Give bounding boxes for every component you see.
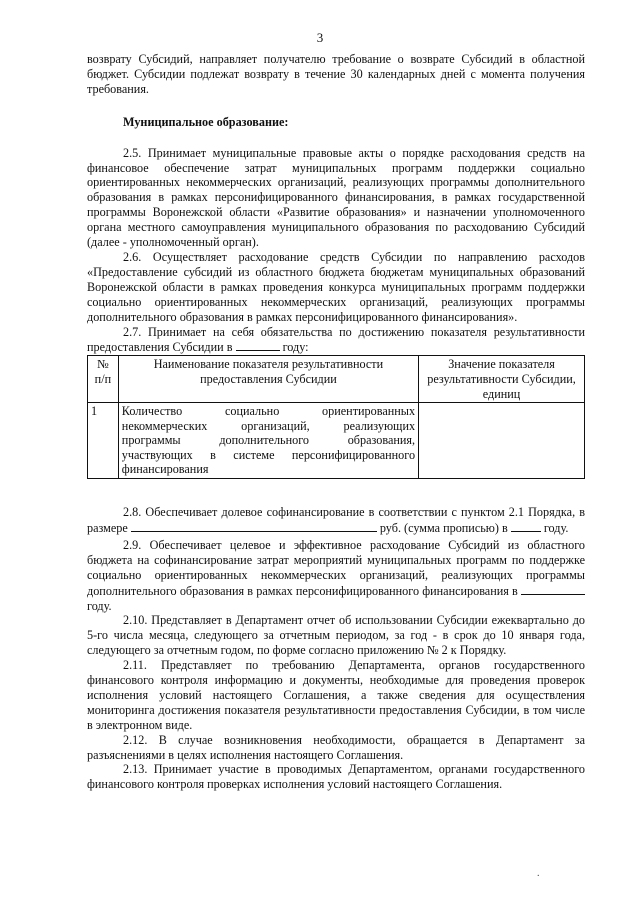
year-blank — [511, 520, 541, 532]
table-row — [88, 403, 585, 479]
header-indicator-name: Наименование показателя результативности предоставления Субсидии — [118, 356, 418, 403]
year-blank — [521, 583, 585, 595]
amount-blank — [131, 520, 377, 532]
row-number: 1 — [88, 403, 119, 479]
paragraph-2-6: 2.6. Осуществляет расходование средств Субсидии по направлению расходов «Предоставление субсидий из областного бюджета бюджетам муниципальных образований Воронежской области в рамках проведения конкурса муниципальных программ поддержки социально ориентированных некоммерческих организаций, реализующих программы дополнительного образования в рамках персонифицированного финансирования». — [87, 249, 585, 324]
paragraph-2-8-text-a: 2.8. Обеспечивает долевое софинансирование в соответствии с пунктом 2.1 Порядка, в размере — [87, 505, 585, 535]
header-number: № п/п — [88, 356, 119, 403]
row-indicator-value — [419, 403, 585, 479]
row-indicator-name: Количество социально ориентированных некоммерческих организаций, реализующих программы дополнительного образования, участвующих в системе персонифицированного финансирования — [118, 403, 418, 479]
paragraph-2-8 — [87, 505, 585, 536]
paragraph-2-8-text-c: году. — [543, 520, 569, 535]
section-heading: Муниципальное образование: — [123, 114, 289, 129]
scan-mark: . — [537, 868, 540, 879]
paragraph-2-8-text-b: руб. (сумма прописью) в — [379, 520, 508, 535]
paragraph-2-11: 2.11. Представляет по требованию Департамента, органов государственного финансового контроля информацию и документы, необходимые для проведения проверок исполнения условий настоящего Соглашения, а также сведения для осуществления мониторинга достижения показателя результативности предоставления Субсидии, в том числе в электронном виде. — [87, 658, 585, 732]
paragraph-2-9-text: 2.9. Обеспечивает целевое и эффективное расходование Субсидий из областного бюджета на софинансирование затрат мероприятий муниципальных программ по поддержке социально ориентированных некоммерческих организаций, реализующих программы дополнительного образования в рамках персонифицированного финансирования в — [87, 537, 585, 598]
paragraph-return-subsidies: возврату Субсидий, направляет получателю требование о возврате Субсидий в областной бюджет. Субсидии подлежат возврату в течение 30 календарных дней с момента получения требования. — [87, 52, 585, 96]
paragraph-2-10: 2.10. Представляет в Департамент отчет об использовании Субсидии ежеквартально до 5-го числа месяца, следующего за отчетным периодом, за год - в срок до 10 января года, следующего за отчетным годом, по форме согласно приложению № 2 к Порядку. — [87, 613, 585, 658]
paragraph-2-7-tail: году: — [282, 340, 309, 355]
paragraph-2-13: 2.13. Принимает участие в проводимых Департаментом, органами государственного финансового контроля проверках исполнения условий настоящего Соглашения. — [87, 762, 585, 792]
table-header-row — [88, 356, 585, 403]
paragraph-2-7 — [87, 325, 585, 356]
paragraph-2-9 — [87, 538, 585, 614]
paragraph-2-9-tail: году. — [87, 598, 112, 613]
paragraph-2-12: 2.12. В случае возникновения необходимости, обращается в Департамент за разъяснениями в целях исполнения настоящего Соглашения. — [87, 732, 585, 762]
document-body — [87, 52, 585, 792]
year-blank — [236, 339, 280, 351]
indicator-table — [87, 355, 585, 479]
paragraph-2-5: 2.5. Принимает муниципальные правовые акты о порядке расходования средств на финансовое обеспечение затрат муниципальных программ поддержки социально ориентированных некоммерческих организаций, реализующих программы дополнительного образования в рамках персонифицированного финансирования, в рамках государственной программы Воронежской области «Развитие образования» и назначении уполномоченного органа местного самоуправления муниципального образования по расходованию Субсидий (далее - уполномоченный орган). — [87, 145, 585, 250]
page-number: 3 — [316, 30, 324, 45]
paragraph-2-7-text: 2.7. Принимает на себя обязательства по достижению показателя результативности предоставления Субсидии в — [87, 324, 585, 355]
header-indicator-value: Значение показателя результативности Субсидии, единиц — [419, 356, 585, 403]
